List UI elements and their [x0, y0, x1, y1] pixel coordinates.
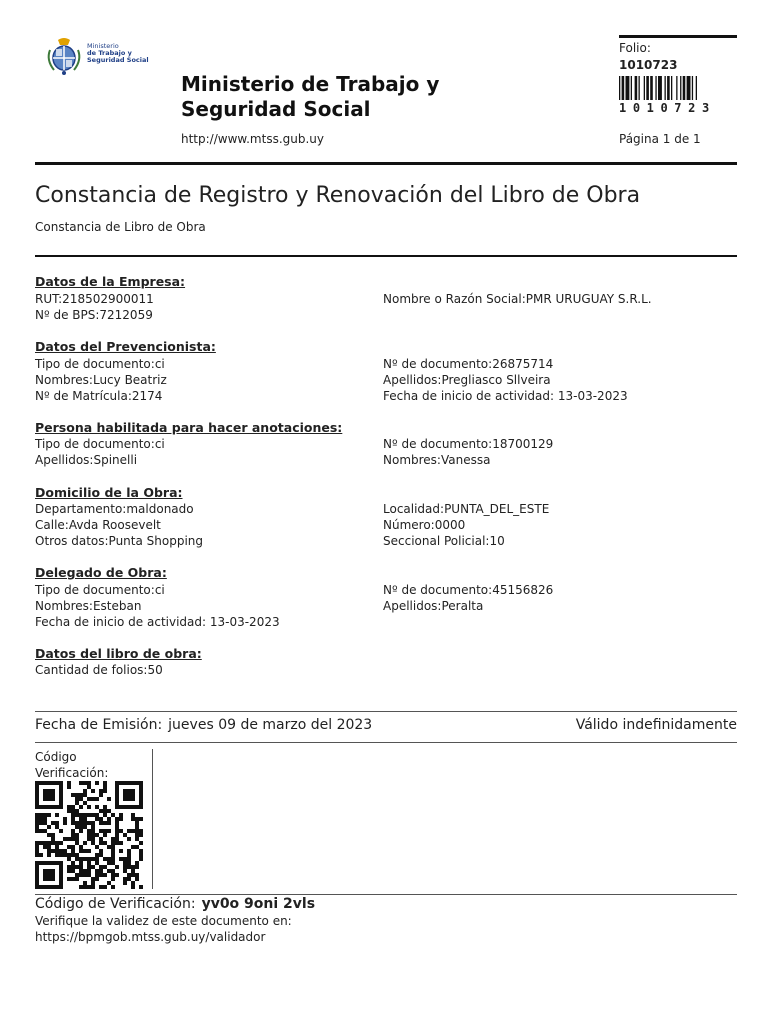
verification-url[interactable]: https://bpmgob.mtss.gub.uy/validador — [35, 930, 266, 944]
fecha-emision-value: jueves 09 de marzo del 2023 — [168, 717, 373, 733]
habilitada-nro-doc: Nº de documento:18700129 — [383, 437, 554, 451]
prevencionista-nro-doc: Nº de documento:26875714 — [383, 357, 554, 371]
delegado-nombres: Nombres:Esteban — [35, 599, 142, 613]
domicilio-numero: Número:0000 — [383, 518, 466, 532]
document-title: Constancia de Registro y Renovación del Libro de Obra — [35, 183, 641, 208]
fecha-emision-label: Fecha de Emisión: — [35, 717, 163, 733]
delegado-fecha-inicio: Fecha de inicio de actividad: 13-03-2023 — [35, 615, 280, 629]
delegado-tipo-doc: Tipo de documento:ci — [35, 583, 165, 597]
footer-bottom-rule — [35, 894, 737, 895]
uruguay-coat-of-arms-icon — [44, 38, 84, 76]
domicilio-seccional: Seccional Policial:10 — [383, 534, 505, 548]
habilitada-apellidos: Apellidos:Spinelli — [35, 453, 138, 467]
header-divider — [35, 162, 737, 165]
delegado-nro-doc: Nº de documento:45156826 — [383, 583, 554, 597]
ministry-title-line-1: Ministerio de Trabajo y — [181, 72, 440, 96]
delegado-apellidos: Apellidos:Peralta — [383, 599, 484, 613]
section-heading-libro: Datos del libro de obra: — [35, 646, 202, 661]
verification-code-line — [35, 896, 315, 912]
logo-text — [87, 43, 149, 64]
prevencionista-fecha-inicio: Fecha de inicio de actividad: 13-03-2023 — [383, 389, 628, 403]
habilitada-tipo-doc: Tipo de documento:ci — [35, 437, 165, 451]
domicilio-departamento: Departamento:maldonado — [35, 502, 194, 516]
section-heading-empresa: Datos de la Empresa: — [35, 274, 186, 289]
verification-note-text: Verifique la validez de este documento en: — [35, 914, 292, 928]
prevencionista-apellidos: Apellidos:Pregliasco Sllveira — [383, 373, 551, 387]
prevencionista-matricula: Nº de Matrícula:2174 — [35, 389, 163, 403]
title-divider — [35, 255, 737, 257]
domicilio-localidad: Localidad:PUNTA_DEL_ESTE — [383, 502, 550, 516]
prevencionista-tipo-doc: Tipo de documento:ci — [35, 357, 165, 371]
domicilio-calle: Calle:Avda Roosevelt — [35, 518, 161, 532]
libro-folios: Cantidad de folios:50 — [35, 663, 163, 677]
folio-number: 1010723 — [619, 58, 678, 72]
folio-label: Folio: — [619, 41, 651, 55]
section-heading-persona-habilitada: Persona habilitada para hacer anotaciones: — [35, 420, 343, 435]
section-heading-prevencionista: Datos del Prevencionista: — [35, 339, 216, 354]
empresa-razon-social: Nombre o Razón Social:PMR URUGUAY S.R.L. — [383, 292, 652, 306]
empresa-rut: RUT:218502900011 — [35, 292, 154, 306]
codigo-verificacion-label — [35, 749, 135, 781]
document-subtitle: Constancia de Libro de Obra — [35, 220, 206, 234]
website-link[interactable]: http://www.mtss.gub.uy — [181, 132, 324, 146]
ministry-title — [181, 72, 481, 122]
logo-line-3: Seguridad Social — [87, 56, 149, 64]
codigo-label-line-2: Verificación: — [35, 766, 109, 780]
verification-code: yv0o 9oni 2vls — [201, 896, 316, 912]
footer-top-rule — [35, 711, 737, 712]
codigo-label-line-1: Código — [35, 750, 77, 764]
verification-code-label: Código de Verificación: — [35, 896, 196, 912]
fecha-emision — [35, 717, 372, 733]
logo-line-1: Ministerio — [87, 42, 119, 50]
habilitada-nombres: Nombres:Vanessa — [383, 453, 491, 467]
barcode-icon — [619, 76, 737, 100]
qr-code-icon — [35, 781, 143, 889]
domicilio-otros: Otros datos:Punta Shopping — [35, 534, 204, 548]
section-heading-delegado: Delegado de Obra: — [35, 565, 167, 580]
validez-text: Válido indefinidamente — [575, 717, 737, 733]
logo-line-2: de Trabajo y — [87, 49, 132, 57]
footer-mid-rule — [35, 742, 737, 743]
empresa-bps: Nº de BPS:7212059 — [35, 308, 153, 322]
ministry-title-line-2: Seguridad Social — [181, 97, 371, 121]
verification-note — [35, 913, 292, 945]
barcode-digits: 1010723 — [619, 101, 716, 115]
qr-divider — [152, 749, 153, 889]
section-heading-domicilio: Domicilio de la Obra: — [35, 485, 183, 500]
folio-rule — [619, 35, 737, 38]
prevencionista-nombres: Nombres:Lucy Beatriz — [35, 373, 167, 387]
page-indicator: Página 1 de 1 — [619, 132, 701, 146]
